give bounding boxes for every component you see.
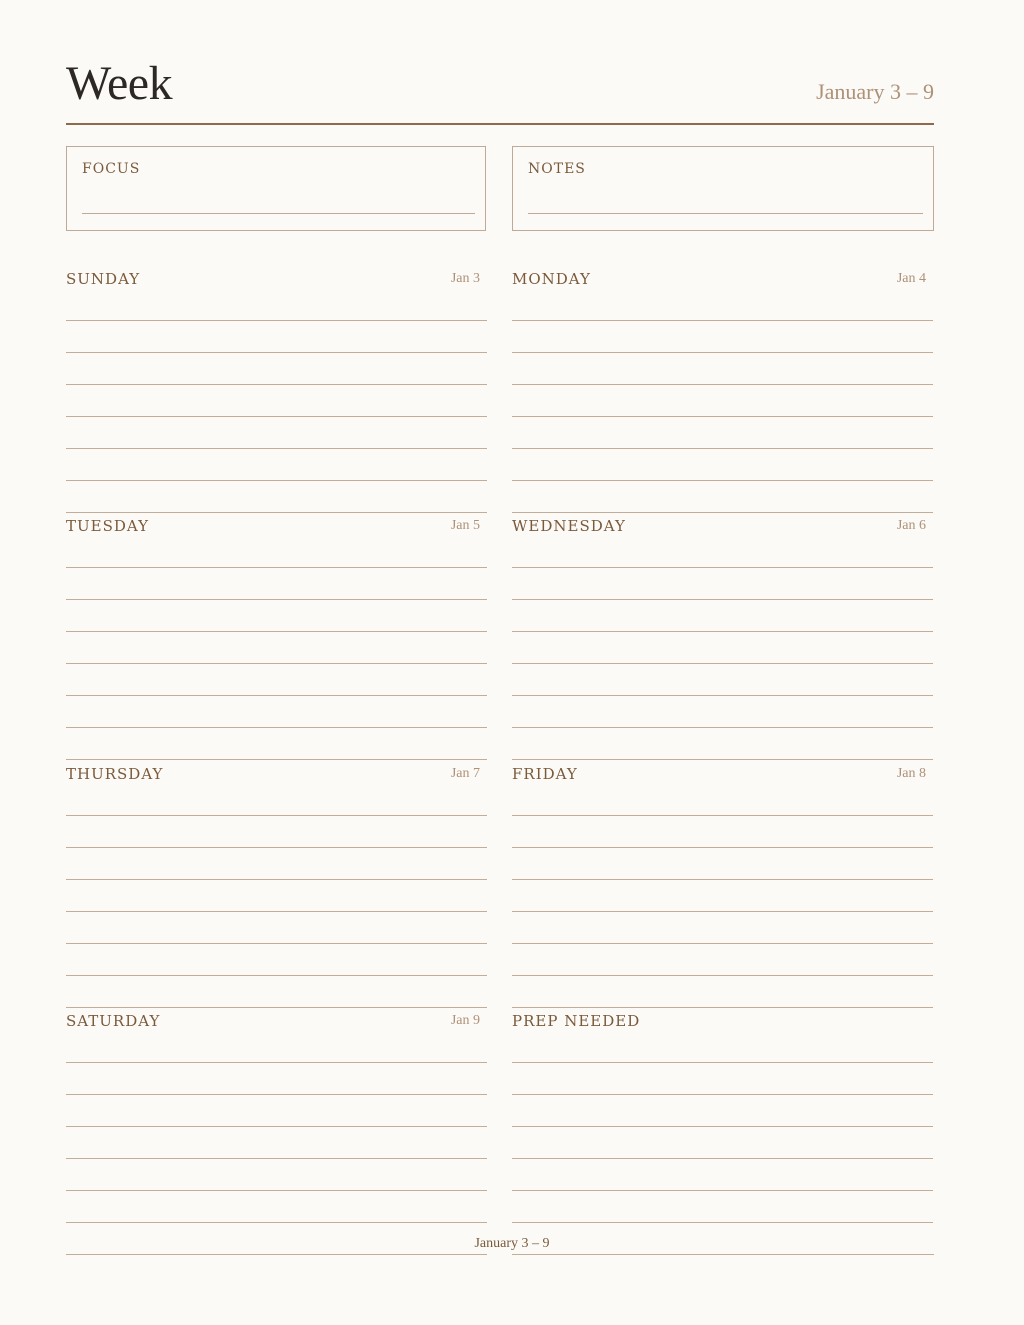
day-name: PREP NEEDED: [512, 1012, 641, 1030]
writing-line[interactable]: [512, 384, 933, 385]
writing-line[interactable]: [66, 911, 487, 912]
writing-line[interactable]: [66, 759, 487, 760]
writing-line[interactable]: [512, 1094, 933, 1095]
writing-line[interactable]: [512, 943, 933, 944]
writing-line[interactable]: [512, 320, 933, 321]
writing-line[interactable]: [66, 727, 487, 728]
writing-line[interactable]: [66, 847, 487, 848]
writing-line[interactable]: [66, 1222, 487, 1223]
writing-line[interactable]: [512, 1190, 933, 1191]
notes-label: NOTES: [528, 161, 586, 177]
writing-line[interactable]: [66, 448, 487, 449]
writing-line[interactable]: [66, 352, 487, 353]
writing-line[interactable]: [512, 695, 933, 696]
focus-writing-line: [82, 213, 475, 214]
day-name: FRIDAY: [512, 765, 578, 783]
day-date: Jan 8: [896, 766, 926, 781]
writing-line[interactable]: [512, 1222, 933, 1223]
writing-line[interactable]: [512, 727, 933, 728]
writing-line[interactable]: [66, 416, 487, 417]
footer-rule-left: [66, 1254, 487, 1255]
writing-line[interactable]: [66, 663, 487, 664]
writing-line[interactable]: [66, 1190, 487, 1191]
day-name: MONDAY: [512, 270, 591, 288]
writing-line[interactable]: [512, 480, 933, 481]
writing-line[interactable]: [66, 1158, 487, 1159]
notes-writing-line: [528, 213, 923, 214]
writing-line[interactable]: [66, 480, 487, 481]
header-divider: [66, 123, 934, 125]
focus-label: FOCUS: [82, 161, 141, 177]
writing-line[interactable]: [66, 695, 487, 696]
day-name: WEDNESDAY: [512, 517, 626, 535]
writing-line[interactable]: [66, 631, 487, 632]
day-name: SUNDAY: [66, 270, 141, 288]
writing-line[interactable]: [66, 1062, 487, 1063]
writing-line[interactable]: [512, 567, 933, 568]
writing-line[interactable]: [512, 759, 933, 760]
writing-line[interactable]: [512, 663, 933, 664]
day-name: SATURDAY: [66, 1012, 161, 1030]
writing-line[interactable]: [66, 975, 487, 976]
writing-line[interactable]: [512, 1126, 933, 1127]
day-date: Jan 9: [450, 1013, 480, 1028]
day-date: Jan 5: [450, 518, 480, 533]
footer-rule-right: [512, 1254, 934, 1255]
day-date: Jan 7: [450, 766, 480, 781]
footer-range: January 3 – 9: [474, 1236, 550, 1251]
writing-line[interactable]: [66, 1007, 487, 1008]
writing-line[interactable]: [512, 352, 933, 353]
writing-line[interactable]: [512, 1158, 933, 1159]
day-date: Jan 4: [896, 271, 926, 286]
writing-line[interactable]: [512, 815, 933, 816]
writing-line[interactable]: [512, 1007, 933, 1008]
writing-line[interactable]: [512, 599, 933, 600]
writing-line[interactable]: [512, 847, 933, 848]
day-name: TUESDAY: [66, 517, 150, 535]
writing-line[interactable]: [512, 416, 933, 417]
writing-line[interactable]: [66, 815, 487, 816]
day-date: Jan 6: [896, 518, 926, 533]
day-name: THURSDAY: [66, 765, 164, 783]
writing-line[interactable]: [66, 1094, 487, 1095]
writing-line[interactable]: [66, 879, 487, 880]
focus-box[interactable]: [66, 146, 486, 231]
notes-box[interactable]: [512, 146, 934, 231]
writing-line[interactable]: [512, 631, 933, 632]
writing-line[interactable]: [66, 1126, 487, 1127]
writing-line[interactable]: [66, 512, 487, 513]
week-range: January 3 – 9: [816, 79, 934, 104]
writing-line[interactable]: [66, 599, 487, 600]
writing-line[interactable]: [512, 448, 933, 449]
writing-line[interactable]: [512, 879, 933, 880]
writing-line[interactable]: [66, 384, 487, 385]
writing-line[interactable]: [512, 512, 933, 513]
writing-line[interactable]: [512, 911, 933, 912]
writing-line[interactable]: [512, 975, 933, 976]
writing-line[interactable]: [66, 320, 487, 321]
writing-line[interactable]: [66, 567, 487, 568]
page-title: Week: [66, 57, 173, 110]
writing-line[interactable]: [66, 943, 487, 944]
writing-line[interactable]: [512, 1062, 933, 1063]
day-date: Jan 3: [450, 271, 480, 286]
